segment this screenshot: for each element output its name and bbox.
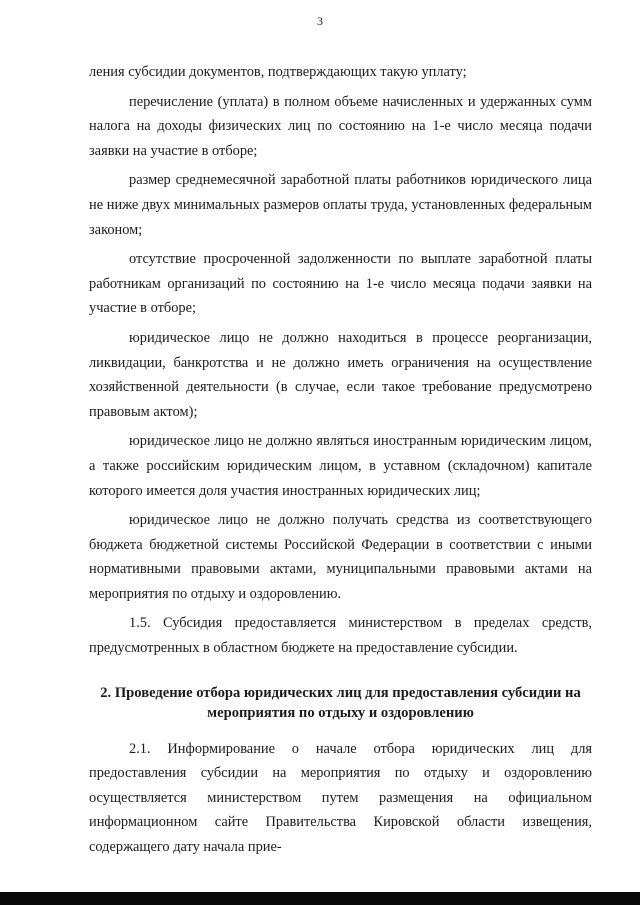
document-body [89,60,592,860]
paragraph-continuation: ления субсидии документов, подтверждающих такую уплату; [89,64,467,80]
paragraph-tax-payment: перечисление (уплата) в полном объеме начисленных и удержанных сумм налога на доходы физических лиц по состоянию на 1-е число месяца подачи заявки на участие в отборе; [89,93,592,159]
paragraph-1-5: 1.5. Субсидия предоставляется министерством в пределах средств, предусмотренных в областном бюджете на предоставление субсидии. [89,615,592,657]
page-number: 3 [317,14,323,28]
paragraph-2-1: 2.1. Информирование о начале отбора юридических лиц для предоставления субсидии на мероприятия по отдыху и оздоровлению осуществляется министерством путем размещения на официальном информационном сайте Правительства Кировской области извещения, содержащего дату начала прие- [89,740,592,856]
paragraph-not-foreign: юридическое лицо не должно являться иностранным юридическим лицом, а также российским юридическим лицом, в уставном (складочном) капитале которого имеется доля участия иностранных юридических лиц; [89,433,592,499]
scan-edge-bar [0,892,640,905]
paragraph-no-other-funding: юридическое лицо не должно получать средства из соответствующего бюджета бюджетной системы Российской Федерации в соответствии с иными нормативными правовыми актами, муниципальными правовыми актами на мероприятия по отдыху и оздоровлению. [89,512,592,602]
paragraph-average-salary: размер среднемесячной заработной платы работников юридического лица не ниже двух минимальных размеров оплаты труда, установленных федеральным законом; [89,172,592,238]
paragraph-no-salary-debt: отсутствие просроченной задолженности по выплате заработной платы работникам организаций по состоянию на 1-е число месяца подачи заявки на участие в отборе; [89,251,592,317]
section-2-heading: 2. Проведение отбора юридических лиц для предоставления субсидии на мероприятия по отдыху и оздоровлению [100,684,581,721]
paragraph-no-reorganization: юридическое лицо не должно находиться в процессе реорганизации, ликвидации, банкротства и не должно иметь ограничения на осуществление хозяйственной деятельности (в случае, если такое требование предусмотрено правовым актом); [89,329,592,420]
